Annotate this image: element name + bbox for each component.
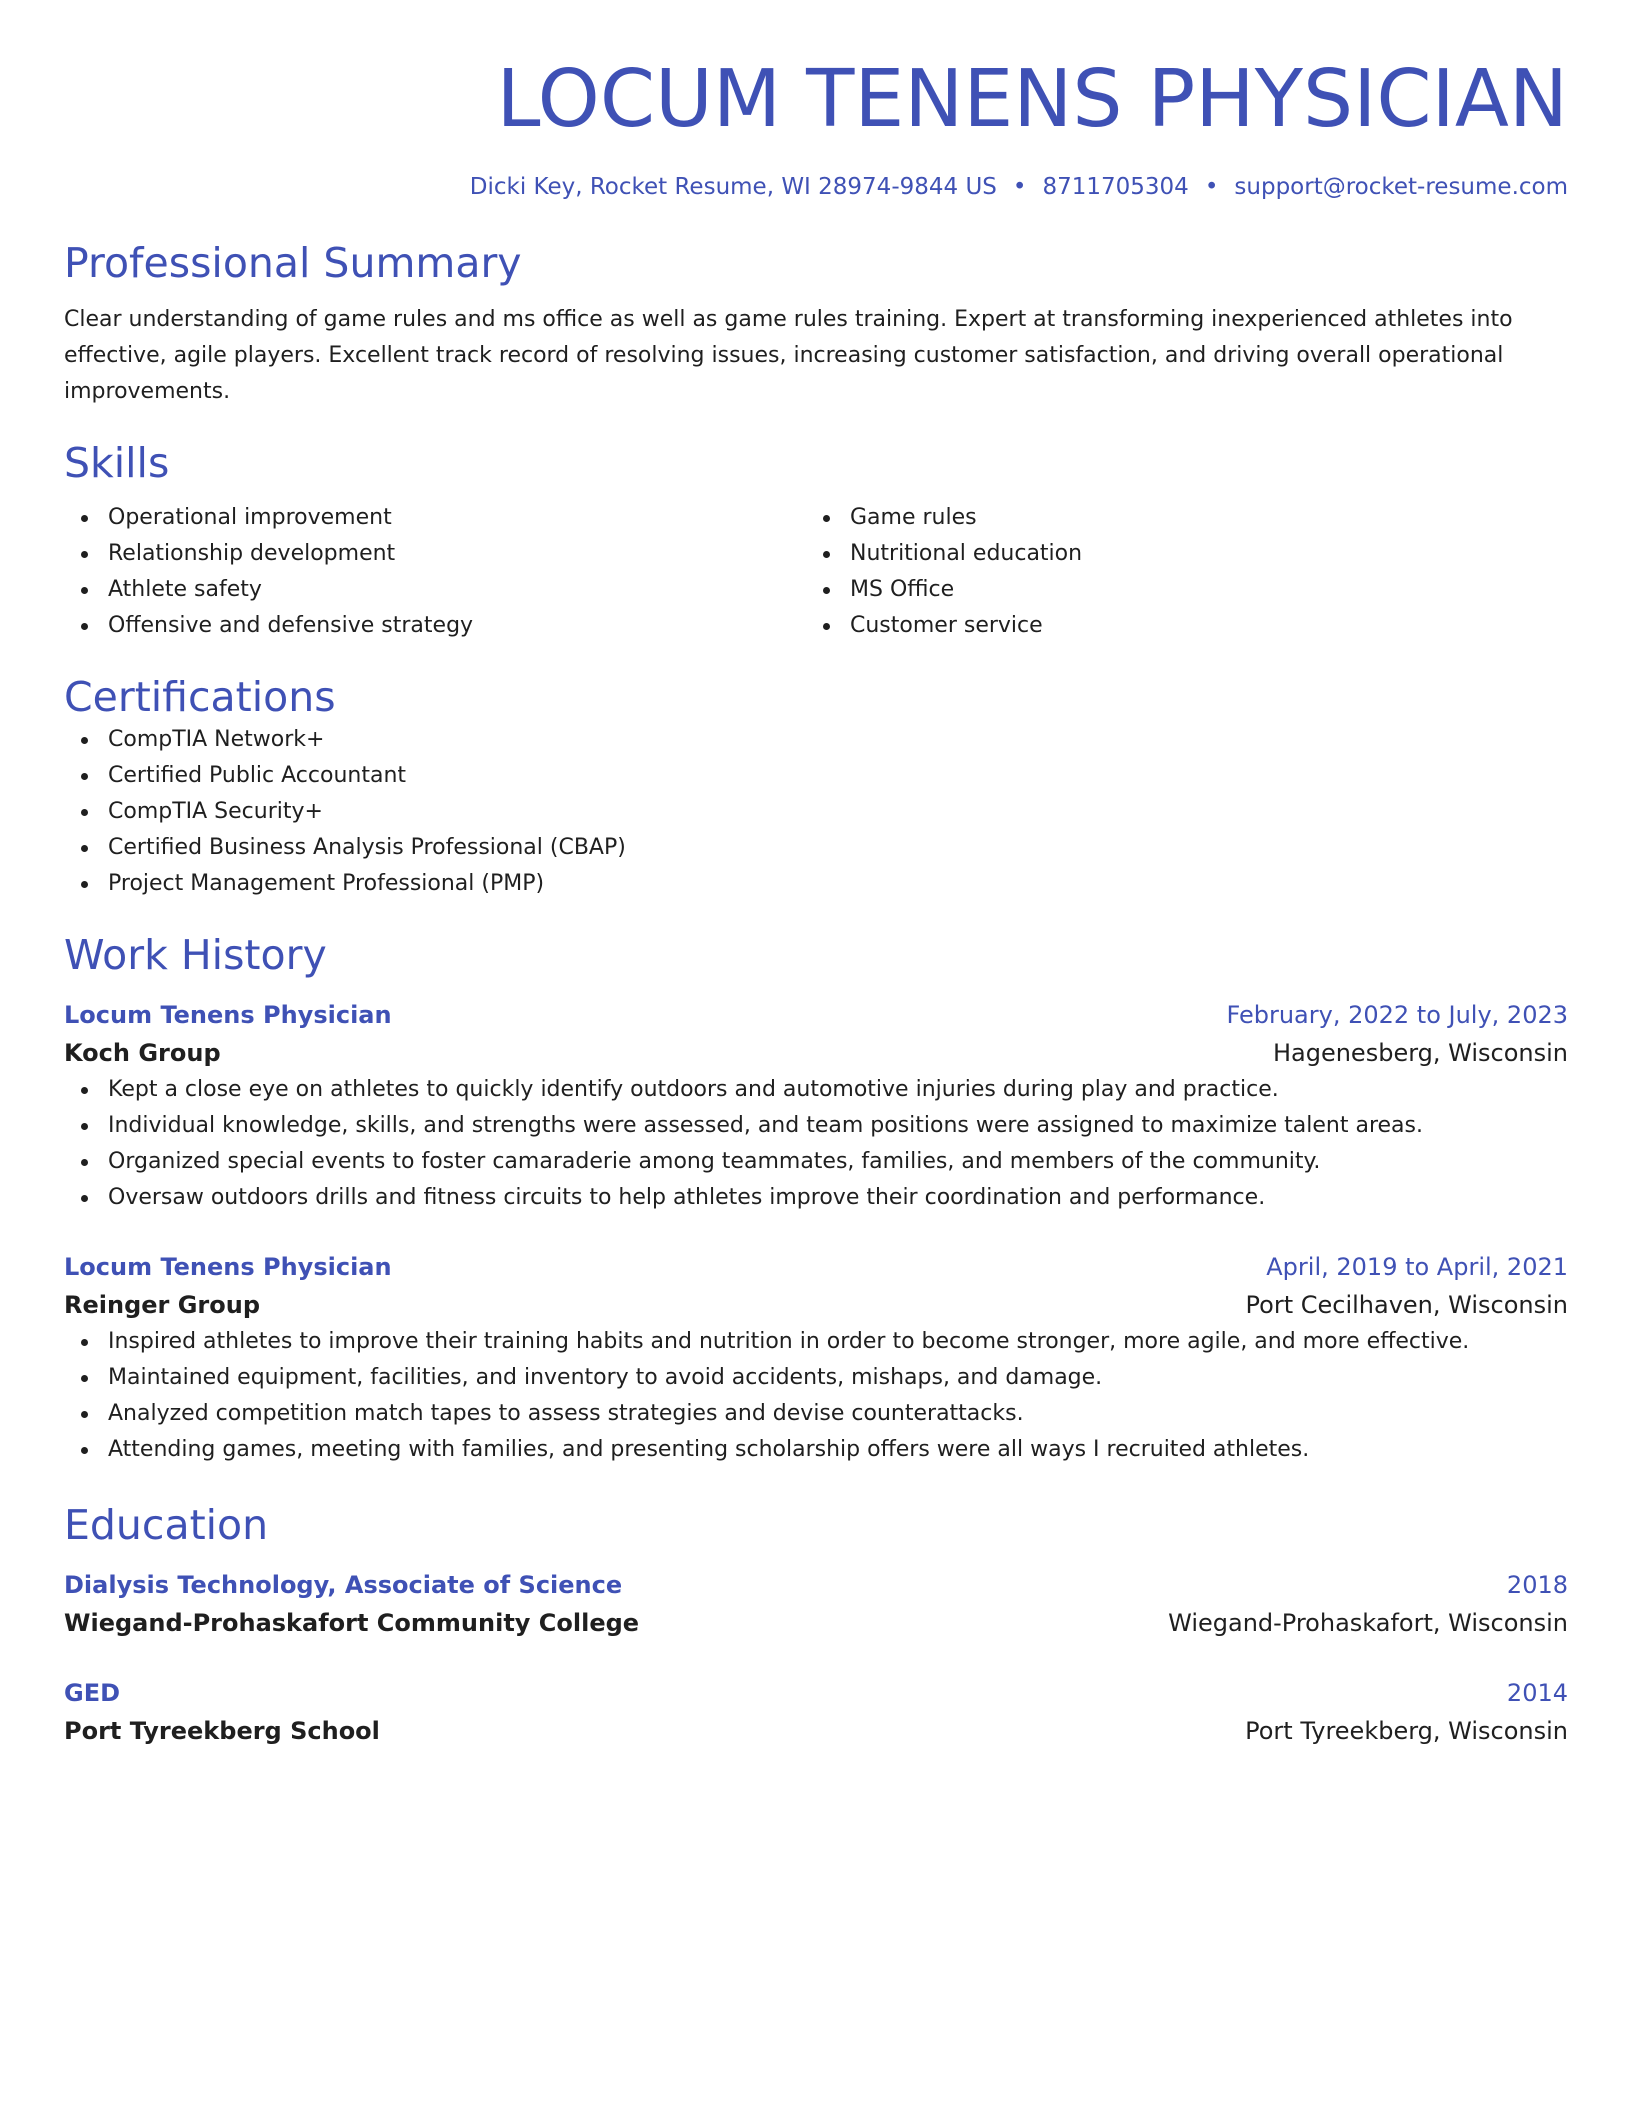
bullet-dot-icon	[81, 809, 88, 816]
education-school: Port Tyreekberg School	[64, 1717, 380, 1745]
work-history-heading: Work History	[64, 931, 327, 979]
job-dates: February, 2022 to July, 2023	[1226, 1001, 1568, 1029]
education-degree-row	[64, 1566, 1568, 1604]
certification-item: Project Management Professional (PMP)	[64, 866, 1568, 902]
education-entry	[64, 1674, 1568, 1750]
skills-column-right	[806, 500, 1548, 644]
skills-column-left	[64, 500, 806, 644]
job-company-row	[64, 1286, 1568, 1324]
education-location: Wiegand-Prohaskafort, Wisconsin	[1168, 1609, 1568, 1637]
contact-email[interactable]: support@rocket-resume.com	[1234, 174, 1568, 200]
bullet-dot-icon	[81, 845, 88, 852]
bullet-dot-icon	[81, 1195, 88, 1202]
job-company: Koch Group	[64, 1039, 221, 1067]
skill-item: Athlete safety	[64, 572, 806, 608]
bullet-dot-icon	[81, 773, 88, 780]
job-bullet: Oversaw outdoors drills and fitness circuits to help athletes improve their coordination and performance.	[64, 1180, 1568, 1216]
certification-item: CompTIA Security+	[64, 794, 1568, 830]
bullet-dot-icon	[81, 881, 88, 888]
job-location: Hagenesberg, Wisconsin	[1272, 1039, 1568, 1067]
certifications-list	[64, 722, 1568, 902]
education-year: 2014	[1506, 1679, 1568, 1707]
skill-item: MS Office	[806, 572, 1548, 608]
skill-item: Nutritional education	[806, 536, 1548, 572]
job-bullet: Analyzed competition match tapes to assess strategies and devise counterattacks.	[64, 1396, 1568, 1432]
education-school: Wiegand-Prohaskafort Community College	[64, 1609, 640, 1637]
bullet-dot-icon	[81, 737, 88, 744]
education-degree: GED	[64, 1679, 121, 1707]
job-bullet: Individual knowledge, skills, and strengths were assessed, and team positions were assigned to maximize talent areas.	[64, 1108, 1568, 1144]
job-bullet: Organized special events to foster camaraderie among teammates, families, and members of the community.	[64, 1144, 1568, 1180]
bullet-dot-icon	[823, 587, 830, 594]
bullet-dot-icon	[81, 1159, 88, 1166]
job-company-row	[64, 1034, 1568, 1072]
job-bullet: Maintained equipment, facilities, and inventory to avoid accidents, mishaps, and damage.	[64, 1360, 1568, 1396]
resume-title: LOCUM TENENS PHYSICIAN	[496, 53, 1568, 145]
bullet-dot-icon	[81, 515, 88, 522]
contact-separator: •	[1012, 174, 1027, 200]
job-bullet: Attending games, meeting with families, and presenting scholarship offers were all ways I recruited athletes.	[64, 1432, 1568, 1468]
education-school-row	[64, 1712, 1568, 1750]
education-degree-row	[64, 1674, 1568, 1712]
bullet-dot-icon	[81, 1087, 88, 1094]
job-title: Locum Tenens Physician	[64, 1001, 392, 1029]
bullet-dot-icon	[81, 1123, 88, 1130]
bullet-dot-icon	[823, 623, 830, 630]
education-school-row	[64, 1604, 1568, 1642]
contact-separator: •	[1204, 174, 1219, 200]
job-dates: April, 2019 to April, 2021	[1266, 1253, 1568, 1281]
job-entry	[64, 996, 1568, 1216]
bullet-dot-icon	[81, 551, 88, 558]
certification-item: Certified Public Accountant	[64, 758, 1568, 794]
job-entry	[64, 1248, 1568, 1468]
bullet-dot-icon	[823, 515, 830, 522]
certifications-heading: Certifications	[64, 673, 336, 721]
skills-heading: Skills	[64, 439, 170, 487]
skill-item: Offensive and defensive strategy	[64, 608, 806, 644]
certification-item: Certified Business Analysis Professional (CBAP)	[64, 830, 1568, 866]
job-bullets	[64, 1072, 1568, 1216]
skill-item: Operational improvement	[64, 500, 806, 536]
skill-item: Relationship development	[64, 536, 806, 572]
job-bullet: Kept a close eye on athletes to quickly identify outdoors and automotive injuries during play and practice.	[64, 1072, 1568, 1108]
certification-item: CompTIA Network+	[64, 722, 1568, 758]
contact-phone: 8711705304	[1042, 174, 1189, 200]
bullet-dot-icon	[81, 1339, 88, 1346]
job-bullet: Inspired athletes to improve their training habits and nutrition in order to become stronger, more agile, and more effective.	[64, 1324, 1568, 1360]
skills-grid	[64, 500, 1568, 644]
bullet-dot-icon	[81, 1447, 88, 1454]
contact-address: Dicki Key, Rocket Resume, WI 28974-9844 US	[469, 174, 997, 200]
job-title-row	[64, 996, 1568, 1034]
job-bullets	[64, 1324, 1568, 1468]
bullet-dot-icon	[81, 587, 88, 594]
contact-line	[64, 172, 1568, 202]
skill-item: Customer service	[806, 608, 1548, 644]
bullet-dot-icon	[81, 1375, 88, 1382]
bullet-dot-icon	[81, 1411, 88, 1418]
bullet-dot-icon	[81, 623, 88, 630]
education-degree: Dialysis Technology, Associate of Science	[64, 1571, 623, 1599]
job-company: Reinger Group	[64, 1291, 261, 1319]
education-entry	[64, 1566, 1568, 1642]
education-year: 2018	[1506, 1571, 1568, 1599]
job-location: Port Cecilhaven, Wisconsin	[1245, 1291, 1568, 1319]
job-title-row	[64, 1248, 1568, 1286]
education-location: Port Tyreekberg, Wisconsin	[1245, 1717, 1568, 1745]
job-title: Locum Tenens Physician	[64, 1253, 392, 1281]
summary-text: Clear understanding of game rules and ms office as well as game rules training. Expert at transforming inexperienced athletes into effective, agile players. Excellent track record of resolving issues, increasing customer satisfaction, and driving overall operational improvements.	[64, 307, 1513, 404]
skill-item: Game rules	[806, 500, 1548, 536]
bullet-dot-icon	[823, 551, 830, 558]
summary-heading: Professional Summary	[64, 239, 522, 287]
education-heading: Education	[64, 1501, 269, 1549]
